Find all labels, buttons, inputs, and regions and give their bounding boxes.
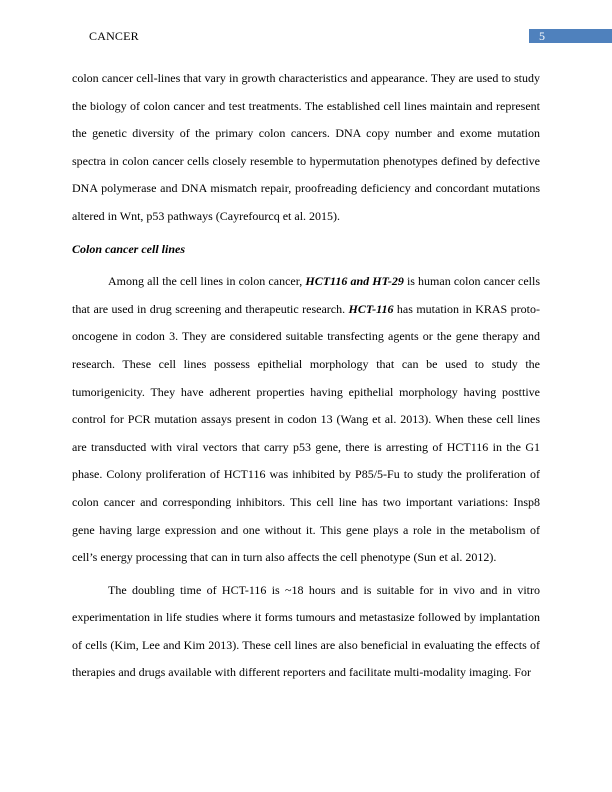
paragraph-2-part-3: has mutation in KRAS proto-oncogene in codon 3. They are considered suitable transfecting agents or the gene therapy and research. These cell lines possess epithelial morphology that can be used to study the tumorigenicity. They have adherent properties having epithelial morphology having posttive control for PCR mutation assays present in codon 13 (Wang et al. 2013). When these cell lines are transducted with viral vectors that carry p53 gene, there is arresting of HCT116 in the G1 phase. Colony proliferation of HCT116 was inhibited by P85/5-Fu to study the proliferation of colon cancer and corresponding inhibitors. This cell line has two important variations: Insp8 gene having large expression and one without it. This gene plays a role in the metabolism of cell’s energy processing that can in turn also affects the cell phenotype (Sun et al. 2012).: [72, 301, 541, 565]
running-head-title: CANCER: [89, 29, 139, 43]
paragraph-1: colon cancer cell-lines that vary in growth characteristics and appearance. They are used to study the biology of colon cancer and test treatments. The established cell lines maintain and represent the genetic diversity of the primary colon cancers. DNA copy number and exome mutation spectra in colon cancer cells closely resemble to hypermutation phenotypes defined by defective DNA polymerase and DNA mismatch repair, proofreading deficiency and concordant mutations altered in Wnt, p53 pathways (Cayrefourcq et al. 2015).: [72, 71, 540, 223]
paragraph-3: The doubling time of HCT-116 is ~18 hours and is suitable for in vivo and in vitro experimentation in life studies where it forms tumours and metastasize followed by implantation of cells (Kim, Lee and Kim 2013). These cell lines are also beneficial in evaluating the effects of therapies and drugs available with different reporters and facilitate multi-modality imaging. For: [72, 582, 540, 680]
paragraph-2-part-2: is human colon cancer cells that are used in drug screening and therapeutic research.: [72, 274, 541, 316]
paragraph-2-part-1: Among all the cell lines in colon cancer,: [108, 274, 306, 289]
cell-line-term-hct116: HCT-116: [348, 301, 394, 316]
cell-line-term-hct116-ht29: HCT116 and HT-29: [305, 274, 404, 289]
body-text: [72, 65, 540, 687]
section-heading: Colon cancer cell lines: [72, 241, 185, 256]
page-number-badge: 5: [529, 29, 612, 43]
paragraph-2: [72, 268, 540, 572]
